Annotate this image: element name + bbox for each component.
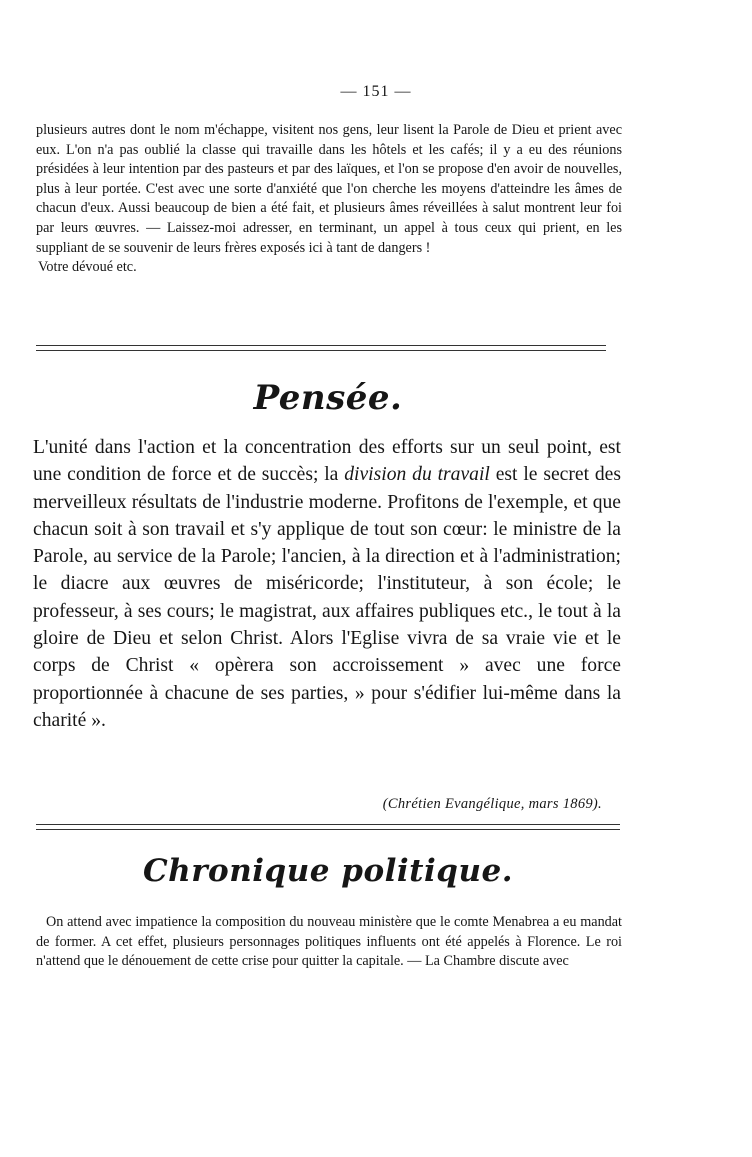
- chronique-paragraph: On attend avec impatience la composition du nouveau ministère que le comte Menabrea a eu mandat de former. A cet effet, plusieurs personnages politiques influents ont été appelés à Florence. Le roi n'attend que le dénouement de cette crise pour quitter la capitale. — La Chambre discute avec: [36, 914, 622, 970]
- pensee-text-after: est le secret des merveilleux résultats de l'industrie moderne. Profitons de l'exemple, et que chacun soit à son travail et s'y applique de tout son cœur: le ministre de la Parole, au service de la Parole; l'ancien, à la direction et à l'administration; le diacre aux œuvres de miséricorde; l'instituteur, à son école; le professeur, à ses cours; le magistrat, aux affaires publiques etc., le tout à la gloire de Dieu et selon Christ. Alors l'Eglise vivra de sa vraie vie et le corps de Christ « opèrera son accroissement » avec une force proportionnée à chacune de ses parties, » pour s'édifier lui-même dans la charité ».: [33, 464, 621, 731]
- chronique-heading: Chronique politique.: [143, 853, 513, 889]
- section-divider: [36, 824, 620, 830]
- letter-continuation: [36, 121, 622, 278]
- pensee-paragraph: [33, 434, 621, 734]
- letter-signoff: Votre dévoué etc.: [38, 259, 137, 276]
- chronique-section: [36, 913, 622, 972]
- letter-paragraph: plusieurs autres dont le nom m'échappe, visitent nos gens, leur lisent la Parole de Dieu et prient avec eux. L'on n'a pas oublié la classe qui travaille dans les hôtels et les cafés; il y a eu des réunions présidées à leur intention par des pasteurs et par des laïques, et l'on se propose d'en avoir de nouvelles, plus à leur portée. C'est avec une sorte d'anxiété que l'on cherche les moyens d'atteindre les âmes de chacun d'eux. Aussi beaucoup de bien a été fait, et plusieurs âmes réveillées à salut montrent leur foi par leurs œuvres. — Laissez-moi adresser, en terminant, un appel à tous ceux qui prient, en les suppliant de se souvenir de leurs frères exposés ici à tant de dangers !: [36, 122, 622, 256]
- pensee-body: [33, 434, 621, 734]
- page-number: — 151 —: [340, 83, 412, 100]
- pensee-heading: Pensée.: [253, 378, 403, 418]
- section-divider: [36, 345, 606, 351]
- pensee-emphasis: division du travail: [344, 464, 490, 486]
- pensee-text-before: L'unité dans l'action et la concentration des efforts sur un seul point, est une condition de force et de succès; la: [33, 437, 621, 486]
- pensee-source: (Chrétien Evangélique, mars 1869).: [382, 796, 602, 812]
